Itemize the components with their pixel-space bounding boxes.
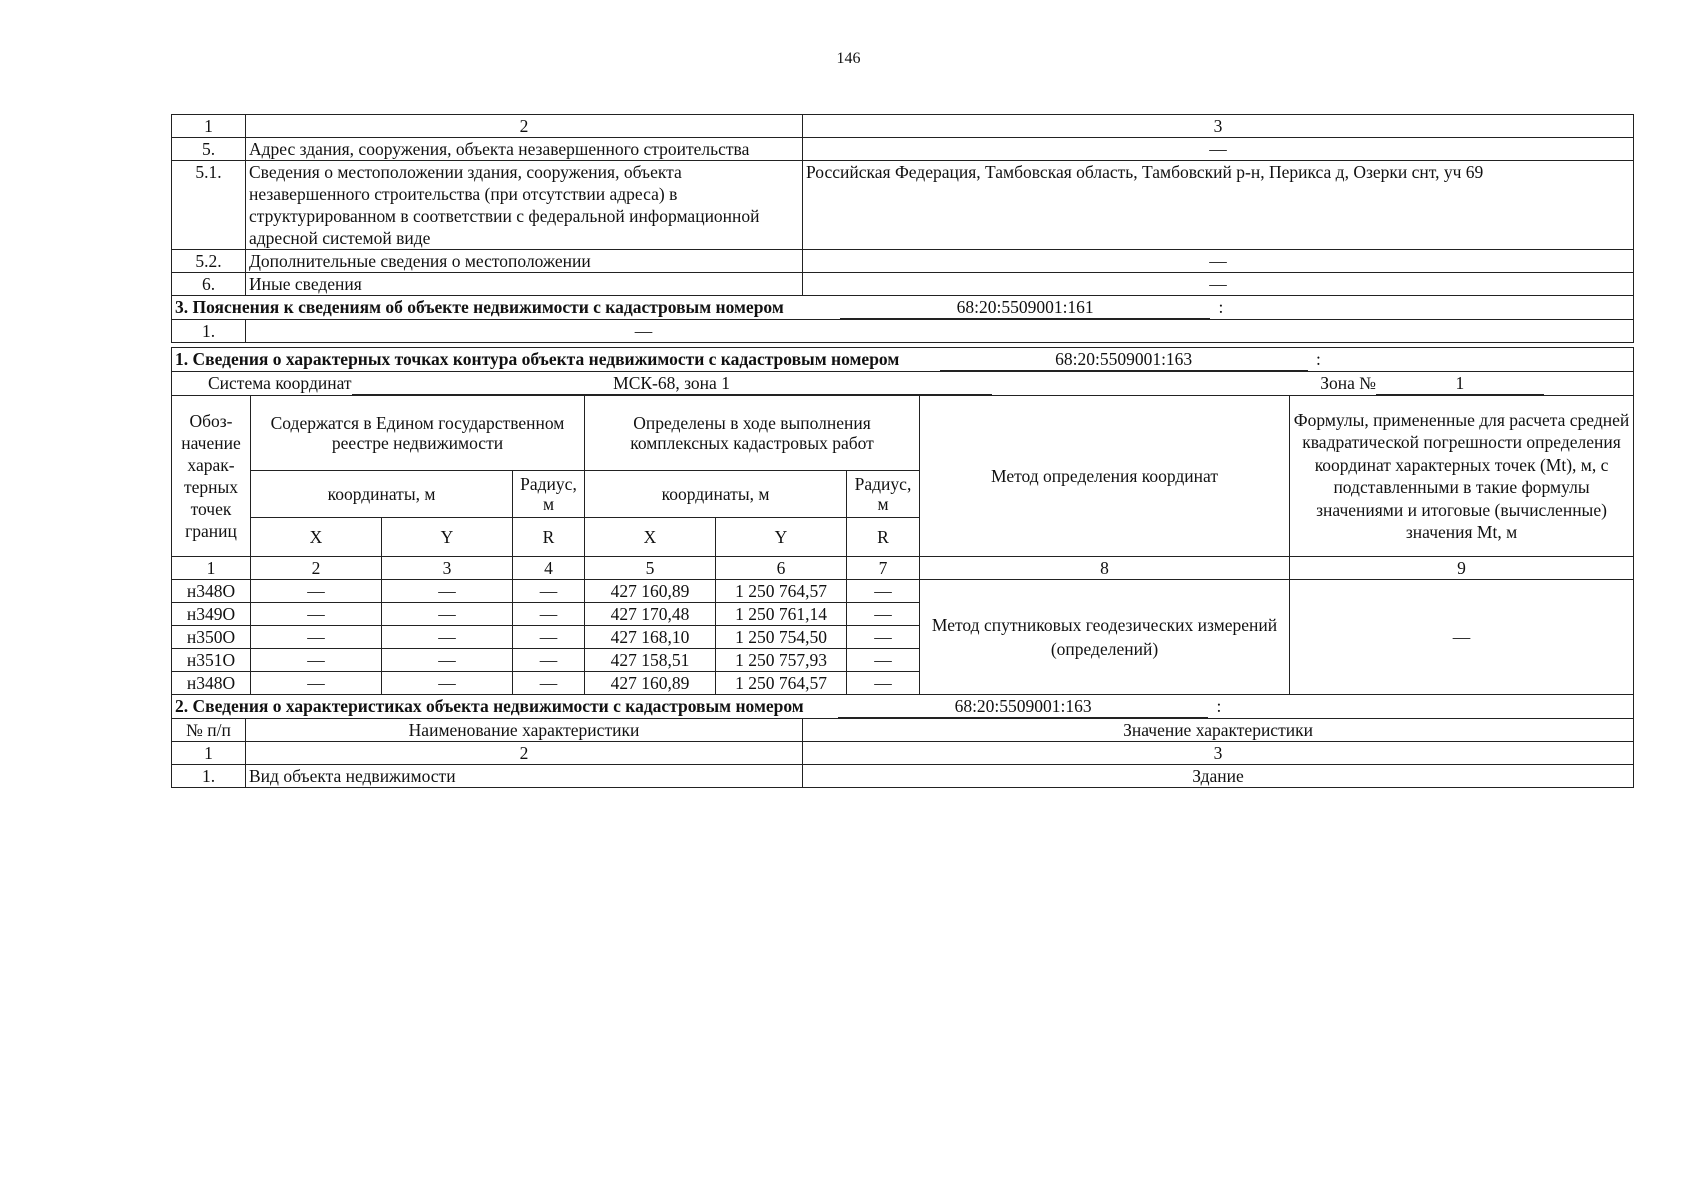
col-number: 9 [1290,557,1634,580]
col-number: 6 [716,557,847,580]
y-value: 1 250 757,93 [716,649,847,672]
row-number: 1. [172,320,246,343]
name-header: Наименование характеристики [246,719,803,742]
col-number: 2 [246,742,803,765]
r-header: R [513,518,585,557]
row-value: — [803,250,1634,273]
header-row [172,396,1634,471]
col-number: 1 [172,557,251,580]
col-number: 5 [585,557,716,580]
col-number: 3 [803,742,1634,765]
x-value: 427 158,51 [585,649,716,672]
y-egrn: — [382,580,513,603]
row-value: — [803,273,1634,296]
x-value: 427 160,89 [585,672,716,695]
row-name: Сведения о местоположении здания, сооружения, объекта незавершенного строительства (при отсутствии адреса) в структурированном в соответствии с федеральной информационной адресной системой виде [246,161,803,250]
zone-label: Зона № [1320,373,1376,393]
row-name: Иные сведения [246,273,803,296]
determined-header: Определены в ходе выполнения комплексных кадастровых работ [585,396,920,471]
coordinates-table [171,347,1634,695]
method-value: Метод спутниковых геодезических измерений (определений) [920,580,1290,695]
egrn-coords-header: координаты, м [251,471,513,518]
x-header: X [251,518,382,557]
num-header: № п/п [172,719,246,742]
value-header: Значение характеристики [803,719,1634,742]
section-heading-row [172,348,1634,372]
x-egrn: — [251,603,382,626]
section1-title: 1. Сведения о характерных точках контура объекта недвижимости с кадастровым номером [175,349,900,369]
col-number: 2 [246,115,803,138]
row-number: 6. [172,273,246,296]
x-value: 427 160,89 [585,580,716,603]
row-value: Российская Федерация, Тамбовская область, Тамбовский р-н, Перикса д, Озерки снт, уч 69 [803,161,1634,250]
table-row [172,320,1634,343]
point-name: н349О [172,603,251,626]
r-value: — [847,626,920,649]
row-number: 5. [172,138,246,161]
section-heading-row [172,695,1634,719]
zone-value: 1 [1376,372,1544,395]
col-number: 7 [847,557,920,580]
col-number: 2 [251,557,382,580]
point-name: н348О [172,580,251,603]
table-row [172,580,1634,603]
section2-colon: : [1216,696,1222,716]
section3-colon: : [1218,297,1224,317]
x-egrn: — [251,626,382,649]
r-header: R [847,518,920,557]
x-egrn: — [251,580,382,603]
table-row [172,765,1634,788]
col-number: 3 [803,115,1634,138]
page-number: 146 [836,50,861,67]
y-egrn: — [382,626,513,649]
determined-coords-header: координаты, м [585,471,847,518]
r-egrn: — [513,603,585,626]
col-number: 1 [172,742,246,765]
column-number-row [172,742,1634,765]
formulas-value: — [1290,580,1634,695]
r-value: — [847,580,920,603]
x-egrn: — [251,649,382,672]
coord-system-value: МСК-68, зона 1 [352,372,992,395]
y-egrn: — [382,649,513,672]
y-egrn: — [382,603,513,626]
point-name: н350О [172,626,251,649]
section3-title: 3. Пояснения к сведениям об объекте недвижимости с кадастровым номером [175,297,784,317]
table-row [172,273,1634,296]
determined-radius-header: Радиус, м [847,471,920,518]
document-body [171,114,1633,788]
row-value: Здание [803,765,1634,788]
column-number-row [172,115,1634,138]
header-row [172,719,1634,742]
col-number: 3 [382,557,513,580]
row-name: Дополнительные сведения о местоположении [246,250,803,273]
coord-system-label: Система координат [208,373,352,393]
row-name: Адрес здания, сооружения, объекта незавершенного строительства [246,138,803,161]
r-egrn: — [513,626,585,649]
table-row [172,138,1634,161]
section2-title: 2. Сведения о характеристиках объекта недвижимости с кадастровым номером [175,696,804,716]
row-value: — [803,138,1634,161]
section1-colon: : [1316,349,1321,369]
col-number: 1 [172,115,246,138]
x-value: 427 170,48 [585,603,716,626]
point-name: н348О [172,672,251,695]
designation-header: Обоз-начение харак-терных точек границ [172,396,251,557]
table-row [172,250,1634,273]
formulas-header: Формулы, примененные для расчета средней квадратической погрешности определения координат характерных точек (Mt), м, с подставленными в такие формулы значениями и итоговые (вычисленные) значения Mt, м [1290,396,1634,557]
row-number: 5.1. [172,161,246,250]
y-value: 1 250 764,57 [716,672,847,695]
egrn-radius-header: Радиус, м [513,471,585,518]
x-value: 427 168,10 [585,626,716,649]
r-egrn: — [513,672,585,695]
method-header: Метод определения координат [920,396,1290,557]
object-info-table [171,114,1634,343]
coord-system-row [172,372,1634,396]
row-name: Вид объекта недвижимости [246,765,803,788]
column-number-row [172,557,1634,580]
y-value: 1 250 754,50 [716,626,847,649]
r-value: — [847,672,920,695]
table-row [172,161,1634,250]
r-egrn: — [513,580,585,603]
col-number: 4 [513,557,585,580]
section1-cadastral-number: 68:20:5509001:163 [940,348,1308,371]
col-number: 8 [920,557,1290,580]
section2-cadastral-number: 68:20:5509001:163 [838,695,1208,718]
y-value: 1 250 764,57 [716,580,847,603]
y-header: Y [716,518,847,557]
x-egrn: — [251,672,382,695]
r-value: — [847,649,920,672]
row-value: — [634,321,653,341]
x-header: X [585,518,716,557]
section3-cadastral-number: 68:20:5509001:161 [840,296,1210,319]
y-egrn: — [382,672,513,695]
point-name: н351О [172,649,251,672]
section-heading-row [172,296,1634,320]
y-value: 1 250 761,14 [716,603,847,626]
characteristics-table [171,695,1634,788]
row-number: 1. [172,765,246,788]
r-egrn: — [513,649,585,672]
row-number: 5.2. [172,250,246,273]
egrn-header: Содержатся в Едином государственном реестре недвижимости [251,396,585,471]
y-header: Y [382,518,513,557]
r-value: — [847,603,920,626]
